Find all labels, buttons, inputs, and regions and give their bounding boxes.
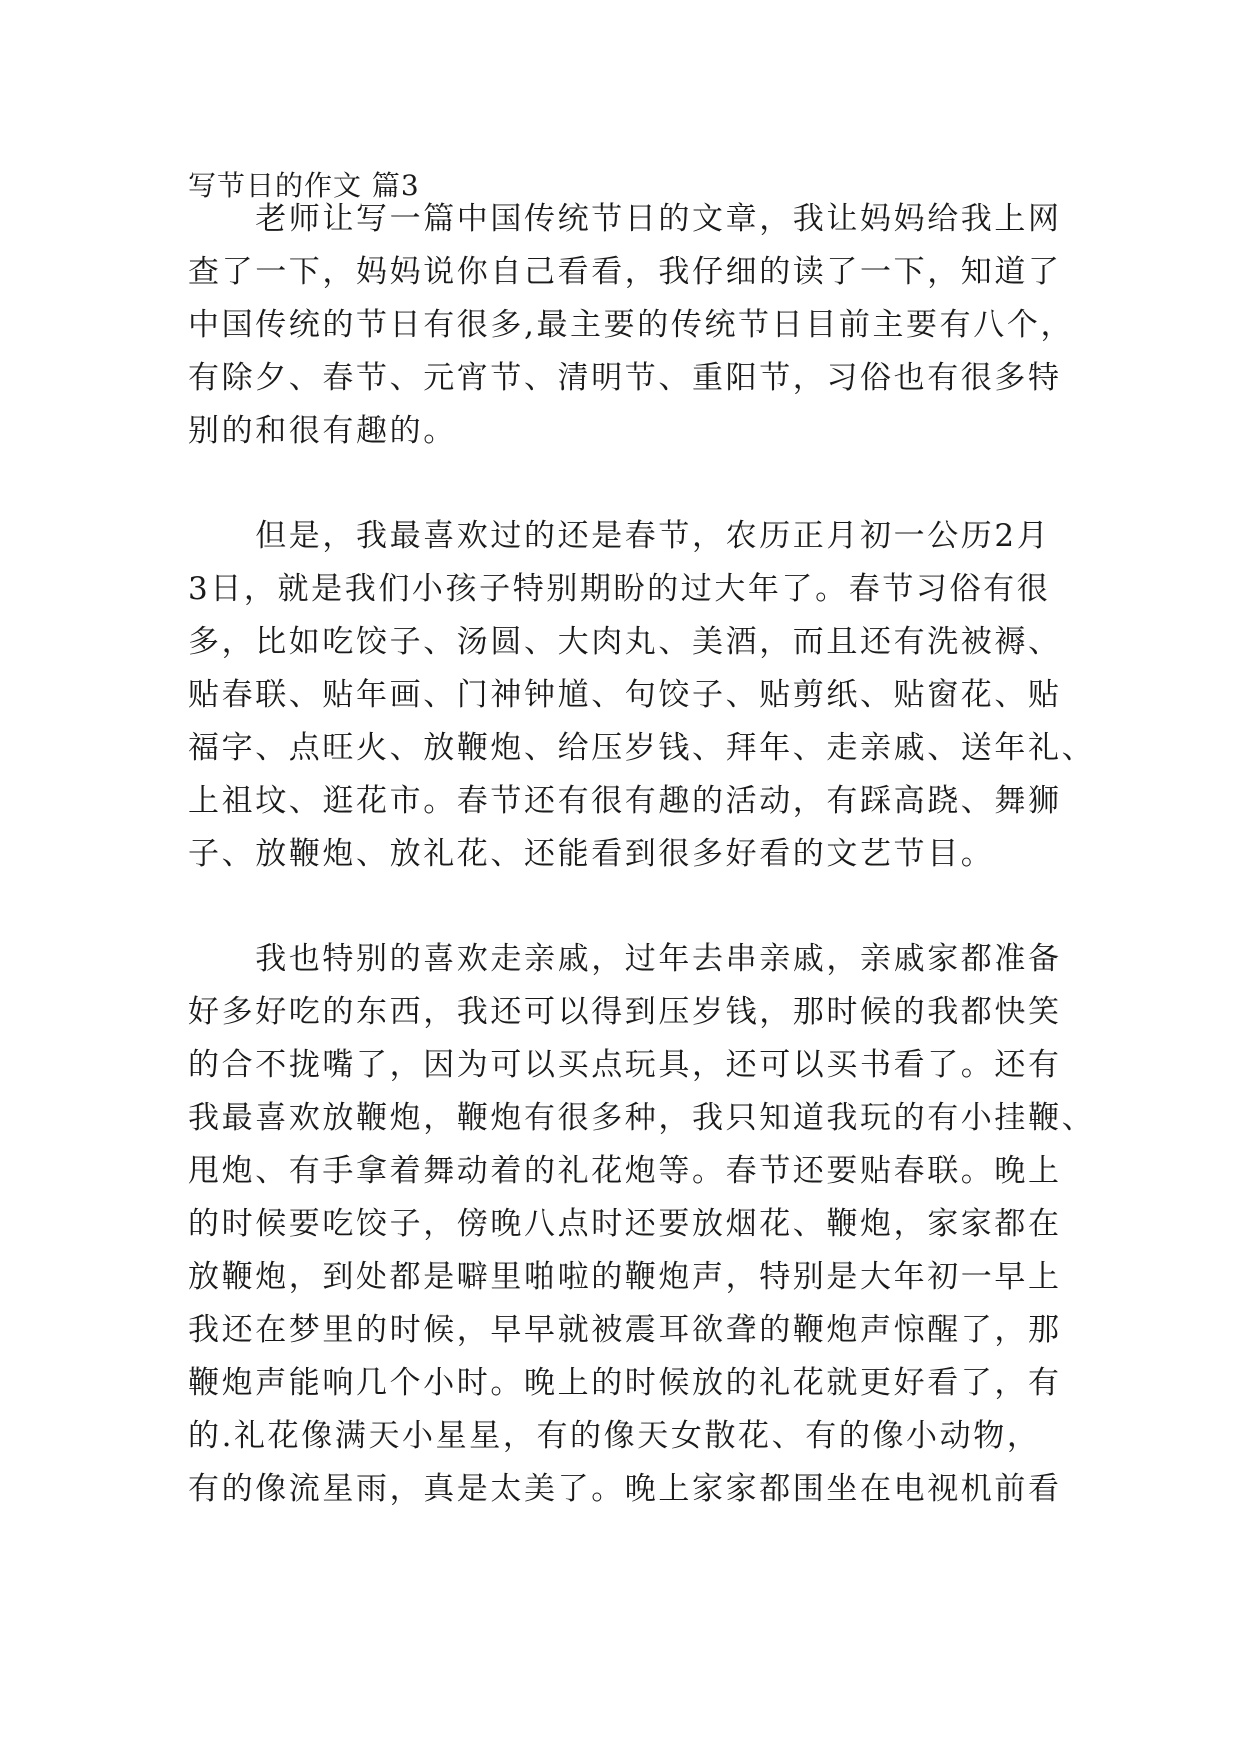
text-line: 放鞭炮，到处都是噼里啪啦的鞭炮声，特别是大年初一早上: [188, 1259, 1062, 1295]
text-line: 我也特别的喜欢走亲戚，过年去串亲戚，亲戚家都准备: [188, 941, 1062, 977]
text-line: 多，比如吃饺子、汤圆、大肉丸、美酒，而且还有洗被褥、: [188, 624, 1062, 660]
text-line: 的合不拢嘴了，因为可以买点玩具，还可以买书看了。还有: [188, 1047, 1062, 1083]
text-line: 的.礼花像满天小星星，有的像天女散花、有的像小动物，: [188, 1418, 1041, 1454]
text-line: 老师让写一篇中国传统节日的文章，我让妈妈给我上网: [188, 201, 1062, 237]
text-line: 别的和很有趣的。: [188, 413, 457, 449]
text-line: 子、放鞭炮、放礼花、还能看到很多好看的文艺节目。: [188, 836, 995, 872]
text-line: 我最喜欢放鞭炮，鞭炮有很多种，我只知道我玩的有小挂鞭、: [188, 1100, 1096, 1136]
text-line: 3日，就是我们小孩子特别期盼的过大年了。春节习俗有很: [188, 571, 1051, 607]
document-title: 写节日的作文 篇3: [188, 169, 420, 202]
text-line: 福字、点旺火、放鞭炮、给压岁钱、拜年、走亲戚、送年礼、: [188, 730, 1096, 766]
text-line: 好多好吃的东西，我还可以得到压岁钱，那时候的我都快笑: [188, 994, 1062, 1030]
text-line: 中国传统的节日有很多,最主要的传统节日目前主要有八个，: [188, 307, 1075, 343]
text-line: 鞭炮声能响几个小时。晚上的时候放的礼花就更好看了，有: [188, 1365, 1062, 1401]
text-line: 甩炮、有手拿着舞动着的礼花炮等。春节还要贴春联。晚上: [188, 1153, 1062, 1189]
text-line: 有的像流星雨，真是太美了。晚上家家都围坐在电视机前看: [188, 1471, 1062, 1507]
text-line: 贴春联、贴年画、门神钟馗、句饺子、贴剪纸、贴窗花、贴: [188, 677, 1062, 713]
text-line: 但是，我最喜欢过的还是春节，农历正月初一公历2月: [188, 518, 1051, 554]
text-line: 的时候要吃饺子，傍晚八点时还要放烟花、鞭炮，家家都在: [188, 1206, 1062, 1242]
text-line: 我还在梦里的时候，早早就被震耳欲聋的鞭炮声惊醒了，那: [188, 1312, 1062, 1348]
text-line: 查了一下，妈妈说你自己看看，我仔细的读了一下，知道了: [188, 254, 1062, 290]
text-line: 上祖坟、逛花市。春节还有很有趣的活动，有踩高跷、舞狮: [188, 783, 1062, 819]
text-line: 有除夕、春节、元宵节、清明节、重阳节，习俗也有很多特: [188, 360, 1062, 396]
